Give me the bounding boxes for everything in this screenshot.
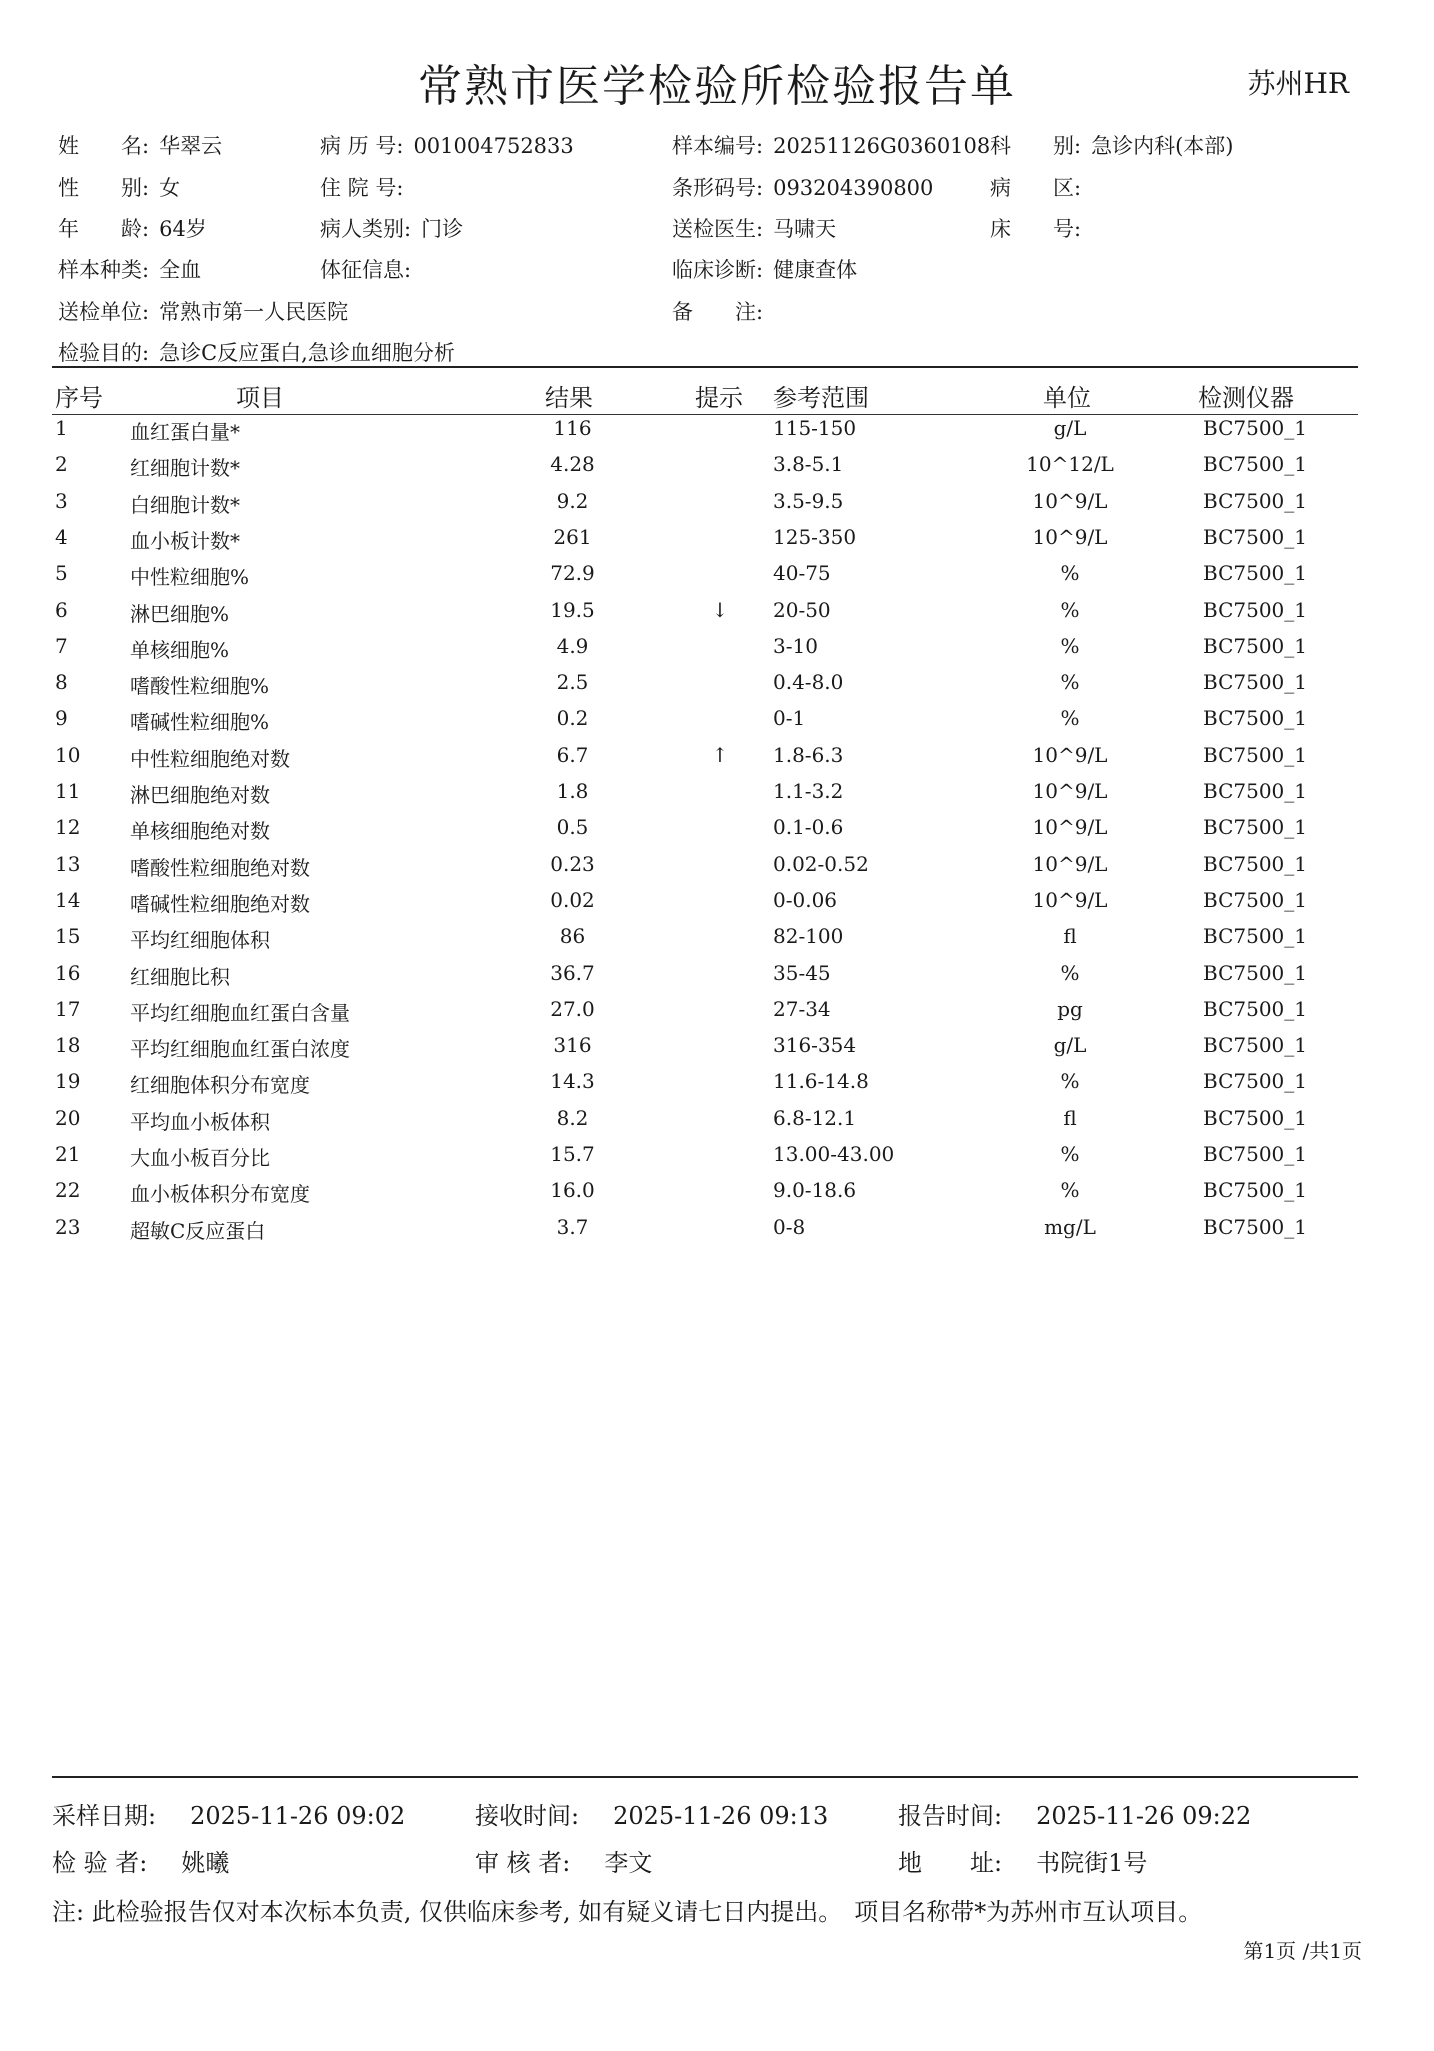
row-unit: %: [1060, 633, 1080, 658]
table-row: [0, 489, 1434, 525]
age-field: [58, 213, 207, 243]
row-result: 9.2: [556, 488, 589, 513]
row-reference-range: 13.00-43.00: [773, 1142, 895, 1166]
row-reference-range: 11.6-14.8: [773, 1069, 869, 1094]
row-instrument: BC7500_1: [1203, 1105, 1307, 1130]
table-row: [0, 1033, 1434, 1069]
vitals-label: 体征信息:: [320, 258, 412, 282]
row-result: 0.02: [550, 887, 595, 912]
row-unit: 10^9/L: [1032, 488, 1108, 513]
row-unit: %: [1060, 1178, 1080, 1203]
row-reference-range: 3.5-9.5: [773, 488, 844, 513]
row-result: 16.0: [550, 1178, 595, 1203]
doctor-label: 送检医生:: [672, 217, 764, 241]
remark-field: [672, 296, 773, 326]
row-reference-range: 3-10: [773, 633, 818, 658]
age-label: 年 龄:: [58, 217, 150, 241]
row-number: 18: [55, 1033, 81, 1058]
row-reference-range: 40-75: [773, 561, 831, 586]
row-reference-range: 20-50: [773, 597, 831, 622]
table-row: [0, 525, 1434, 561]
table-row: [0, 416, 1434, 452]
row-number: 22: [55, 1178, 81, 1203]
diagnosis-value: 健康查体: [773, 258, 858, 282]
row-instrument: BC7500_1: [1203, 960, 1307, 985]
row-result: 19.5: [550, 597, 595, 622]
row-reference-range: 1.1-3.2: [773, 779, 844, 803]
row-item-name: 中性粒细胞绝对数: [130, 746, 290, 771]
tester-field: [52, 1843, 229, 1878]
row-result: 0.5: [556, 815, 589, 840]
row-result: 72.9: [550, 561, 595, 586]
row-number: 4: [55, 524, 68, 549]
row-number: 21: [55, 1142, 81, 1166]
table-row: [0, 1142, 1434, 1178]
row-reference-range: 3.8-5.1: [773, 452, 844, 477]
row-instrument: BC7500_1: [1203, 524, 1307, 549]
table-row: [0, 815, 1434, 851]
row-instrument: BC7500_1: [1203, 452, 1307, 477]
receive-time-field: [475, 1796, 828, 1831]
table-row: [0, 924, 1434, 960]
row-number: 5: [55, 561, 68, 586]
ward-field: [990, 172, 1091, 202]
row-result: 14.3: [550, 1069, 595, 1094]
row-instrument: BC7500_1: [1203, 1178, 1307, 1203]
row-result: 0.23: [550, 851, 595, 876]
row-result: 36.7: [550, 960, 595, 985]
row-number: 12: [55, 815, 81, 840]
address-label: 地 址:: [898, 1849, 1003, 1877]
row-item-name: 红细胞计数*: [130, 456, 240, 481]
col-header-instrument: 检测仪器: [1198, 384, 1294, 412]
row-item-name: 淋巴细胞绝对数: [130, 783, 270, 807]
barcode-field: [672, 172, 933, 202]
row-number: 14: [55, 887, 81, 912]
tester-label: 检 验 者:: [52, 1849, 148, 1877]
row-result: 316: [553, 1033, 592, 1058]
sex-value: 女: [159, 176, 181, 200]
row-reference-range: 0-1: [773, 706, 806, 731]
row-item-name: 嗜酸性粒细胞%: [130, 674, 270, 699]
row-instrument: BC7500_1: [1203, 633, 1307, 658]
row-instrument: BC7500_1: [1203, 416, 1307, 440]
row-item-name: 红细胞比积: [130, 964, 230, 989]
header-rule-top: [52, 366, 1358, 368]
table-row: [0, 706, 1434, 742]
row-result: 261: [553, 524, 592, 549]
row-reference-range: 27-34: [773, 996, 831, 1021]
row-reference-range: 35-45: [773, 960, 831, 985]
row-result: 1.8: [556, 779, 589, 803]
row-item-name: 平均红细胞血红蛋白浓度: [130, 1037, 350, 1062]
record-label: 病 历 号:: [320, 134, 404, 158]
row-instrument: BC7500_1: [1203, 851, 1307, 876]
table-row: [0, 1106, 1434, 1142]
row-instrument: BC7500_1: [1203, 1033, 1307, 1058]
row-number: 1: [55, 416, 68, 440]
address-field: [898, 1843, 1147, 1878]
row-unit: fl: [1063, 1105, 1077, 1130]
patient-type-label: 病人类别:: [320, 217, 412, 241]
row-item-name: 血小板计数*: [130, 528, 240, 553]
reviewer-field: [475, 1843, 652, 1878]
sample-type-value: 全血: [159, 258, 202, 282]
row-item-name: 嗜碱性粒细胞%: [130, 710, 270, 735]
purpose-label: 检验目的:: [58, 341, 150, 365]
receive-time-value: 2025-11-26 09:13: [613, 1802, 829, 1830]
row-unit: fl: [1063, 924, 1077, 949]
doctor-value: 马啸天: [773, 217, 837, 241]
page-indicator: 第1页 /共1页: [1243, 1939, 1362, 1963]
row-unit: 10^9/L: [1032, 851, 1108, 876]
table-row: [0, 1178, 1434, 1214]
row-item-name: 平均红细胞血红蛋白含量: [130, 1000, 350, 1025]
sample-date-field: [52, 1796, 405, 1831]
row-instrument: BC7500_1: [1203, 996, 1307, 1021]
row-item-name: 平均血小板体积: [130, 1109, 270, 1134]
row-unit: g/L: [1053, 416, 1087, 440]
report-time-label: 报告时间:: [898, 1802, 1003, 1830]
row-instrument: BC7500_1: [1203, 1214, 1307, 1239]
table-row: [0, 997, 1434, 1033]
dept-field: [990, 130, 1233, 160]
sample-date-label: 采样日期:: [52, 1802, 157, 1830]
row-number: 19: [55, 1069, 81, 1094]
sex-field: [58, 172, 180, 202]
col-header-result: 结果: [545, 384, 593, 412]
patient-type-field: [320, 213, 463, 243]
row-number: 8: [55, 670, 68, 695]
row-unit: %: [1060, 706, 1080, 731]
region-tag: 苏州HR: [1247, 67, 1349, 100]
row-result: 27.0: [550, 996, 595, 1021]
row-unit: 10^9/L: [1032, 887, 1108, 912]
report-time-value: 2025-11-26 09:22: [1036, 1802, 1252, 1830]
row-unit: %: [1060, 561, 1080, 586]
row-unit: mg/L: [1044, 1214, 1096, 1239]
row-item-name: 嗜酸性粒细胞绝对数: [130, 855, 310, 880]
row-number: 15: [55, 924, 81, 949]
doctor-field: [672, 213, 836, 243]
bed-label: 床 号:: [990, 217, 1082, 241]
name-value: 华翠云: [159, 134, 223, 158]
row-result: 3.7: [556, 1214, 589, 1239]
col-header-ref: 参考范围: [773, 384, 869, 412]
row-result: 6.7: [556, 742, 589, 767]
row-item-name: 单核细胞绝对数: [130, 819, 270, 844]
row-instrument: BC7500_1: [1203, 742, 1307, 767]
row-number: 7: [55, 633, 68, 658]
row-instrument: BC7500_1: [1203, 670, 1307, 695]
age-value: 64岁: [159, 217, 207, 241]
row-unit: %: [1060, 597, 1080, 622]
row-item-name: 超敏C反应蛋白: [130, 1218, 266, 1243]
row-item-name: 大血小板百分比: [130, 1146, 270, 1170]
row-item-name: 血小板体积分布宽度: [130, 1182, 310, 1207]
row-flag: ↓: [711, 597, 729, 622]
vitals-field: [320, 254, 421, 284]
footer-rule: [52, 1776, 1358, 1778]
row-result: 15.7: [550, 1142, 595, 1166]
ward-label: 病 区:: [990, 176, 1082, 200]
row-reference-range: 0.02-0.52: [773, 851, 869, 876]
table-row: [0, 634, 1434, 670]
table-row: [0, 561, 1434, 597]
row-unit: g/L: [1053, 1033, 1087, 1058]
sample-date-value: 2025-11-26 09:02: [190, 1802, 406, 1830]
inpatient-field: [320, 172, 413, 202]
row-item-name: 白细胞计数*: [130, 492, 240, 517]
row-number: 13: [55, 851, 81, 876]
row-reference-range: 125-350: [773, 524, 857, 549]
row-unit: %: [1060, 1069, 1080, 1094]
row-number: 16: [55, 960, 81, 985]
barcode-label: 条形码号:: [672, 176, 764, 200]
report-time-field: [898, 1796, 1251, 1831]
row-instrument: BC7500_1: [1203, 1069, 1307, 1094]
row-result: 116: [553, 416, 592, 440]
row-number: 17: [55, 996, 81, 1021]
row-item-name: 淋巴细胞%: [130, 601, 230, 626]
record-field: [320, 130, 574, 160]
row-instrument: BC7500_1: [1203, 779, 1307, 803]
patient-type-value: 门诊: [421, 217, 464, 241]
row-result: 86: [559, 924, 586, 949]
report-title: 常熟市医学检验所检验报告单: [418, 61, 1016, 112]
row-unit: %: [1060, 960, 1080, 985]
row-result: 0.2: [556, 706, 589, 731]
row-reference-range: 0.4-8.0: [773, 670, 844, 695]
remark-label: 备 注:: [672, 300, 764, 324]
row-instrument: BC7500_1: [1203, 924, 1307, 949]
row-reference-range: 82-100: [773, 924, 844, 949]
address-value: 书院街1号: [1036, 1849, 1148, 1877]
row-number: 2: [55, 452, 68, 477]
col-header-no: 序号: [55, 384, 103, 412]
row-instrument: BC7500_1: [1203, 706, 1307, 731]
table-row: [0, 743, 1434, 779]
row-reference-range: 115-150: [773, 416, 857, 440]
table-row: [0, 1215, 1434, 1251]
row-instrument: BC7500_1: [1203, 887, 1307, 912]
row-number: 20: [55, 1105, 81, 1130]
sample-no-label: 样本编号:: [672, 134, 764, 158]
row-number: 6: [55, 597, 68, 622]
bed-field: [990, 213, 1091, 243]
row-item-name: 中性粒细胞%: [130, 565, 250, 590]
col-header-flag: 提示: [695, 384, 743, 412]
row-item-name: 血红蛋白量*: [130, 420, 240, 444]
row-unit: 10^9/L: [1032, 815, 1108, 840]
row-reference-range: 6.8-12.1: [773, 1105, 857, 1130]
row-item-name: 单核细胞%: [130, 637, 230, 662]
row-instrument: BC7500_1: [1203, 597, 1307, 622]
receive-time-label: 接收时间:: [475, 1802, 580, 1830]
row-result: 4.9: [556, 633, 589, 658]
col-header-unit: 单位: [1043, 384, 1091, 412]
sample-type-label: 样本种类:: [58, 258, 150, 282]
unit-label: 送检单位:: [58, 300, 150, 324]
row-item-name: 平均红细胞体积: [130, 928, 270, 953]
unit-value: 常熟市第一人民医院: [159, 300, 349, 324]
table-row: [0, 670, 1434, 706]
table-row: [0, 852, 1434, 888]
name-label: 姓 名:: [58, 134, 150, 158]
row-item-name: 红细胞体积分布宽度: [130, 1073, 310, 1098]
sex-label: 性 别:: [58, 176, 150, 200]
row-unit: %: [1060, 670, 1080, 695]
table-row: [0, 961, 1434, 997]
row-flag: ↑: [711, 742, 729, 767]
row-result: 2.5: [556, 670, 589, 695]
row-unit: %: [1060, 1142, 1080, 1166]
row-reference-range: 9.0-18.6: [773, 1178, 857, 1203]
col-header-item: 项目: [236, 384, 284, 412]
row-reference-range: 1.8-6.3: [773, 742, 844, 767]
table-row: [0, 779, 1434, 815]
row-reference-range: 316-354: [773, 1033, 857, 1058]
reviewer-label: 审 核 者:: [475, 1849, 571, 1877]
diagnosis-label: 临床诊断:: [672, 258, 764, 282]
row-reference-range: 0.1-0.6: [773, 815, 844, 840]
row-number: 11: [55, 779, 81, 803]
table-row: [0, 598, 1434, 634]
row-result: 8.2: [556, 1105, 589, 1130]
row-unit: 10^9/L: [1032, 524, 1108, 549]
sample-no-field: [672, 130, 990, 160]
tester-value: 姚曦: [181, 1849, 230, 1877]
header-rule-bottom: [52, 414, 1358, 415]
sample-type-field: [58, 254, 201, 284]
row-number: 23: [55, 1214, 81, 1239]
row-unit: pg: [1057, 996, 1083, 1021]
row-instrument: BC7500_1: [1203, 561, 1307, 586]
dept-label: 科 别:: [990, 134, 1082, 158]
table-row: [0, 1069, 1434, 1105]
row-reference-range: 0-0.06: [773, 887, 838, 912]
record-value: 001004752833: [413, 134, 574, 158]
reviewer-value: 李文: [604, 1849, 653, 1877]
unit-field: [58, 296, 348, 326]
row-reference-range: 0-8: [773, 1214, 806, 1239]
row-unit: 10^12/L: [1026, 452, 1114, 477]
row-result: 4.28: [550, 452, 595, 477]
table-row: [0, 888, 1434, 924]
purpose-field: [58, 337, 455, 367]
dept-value: 急诊内科(本部): [1091, 134, 1234, 158]
table-row: [0, 452, 1434, 488]
diagnosis-field: [672, 254, 857, 284]
row-unit: 10^9/L: [1032, 742, 1108, 767]
row-item-name: 嗜碱性粒细胞绝对数: [130, 891, 310, 916]
row-instrument: BC7500_1: [1203, 488, 1307, 513]
row-number: 10: [55, 742, 81, 767]
row-number: 9: [55, 706, 68, 731]
row-instrument: BC7500_1: [1203, 815, 1307, 840]
sample-no-value: 20251126G0360108: [773, 134, 991, 158]
purpose-value: 急诊C反应蛋白,急诊血细胞分析: [159, 341, 455, 365]
row-instrument: BC7500_1: [1203, 1142, 1307, 1166]
inpatient-label: 住 院 号:: [320, 176, 404, 200]
row-unit: 10^9/L: [1032, 779, 1108, 803]
patient-name-field: [58, 130, 222, 160]
row-number: 3: [55, 488, 68, 513]
disclaimer-note: 注: 此检验报告仅对本次标本负责, 仅供临床参考, 如有疑义请七日内提出。 项目名称带*为苏州市互认项目。: [52, 1898, 1203, 1926]
barcode-value: 093204390800: [773, 176, 934, 200]
